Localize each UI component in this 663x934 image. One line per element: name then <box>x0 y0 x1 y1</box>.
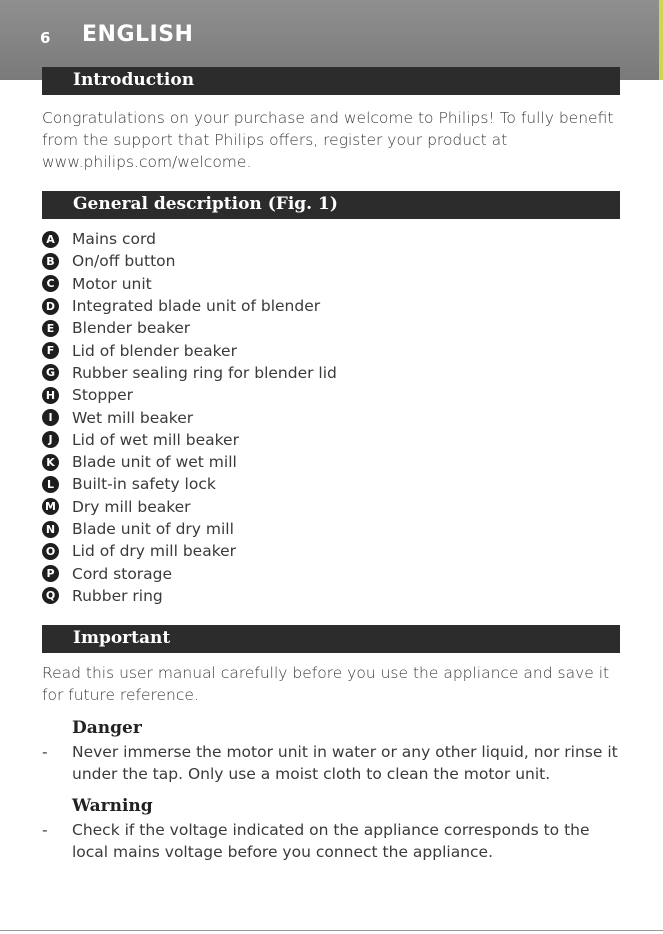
part-letter-badge: F <box>42 342 59 359</box>
part-item <box>42 317 337 339</box>
parts-list <box>42 228 337 607</box>
part-label: Dry mill beaker <box>72 497 191 516</box>
section-heading-general-description <box>42 191 620 219</box>
section-heading-label: Introduction <box>73 70 195 90</box>
part-label: Rubber ring <box>72 586 163 605</box>
language-title: ENGLISH <box>82 22 194 47</box>
part-letter-badge: B <box>42 253 59 270</box>
part-item <box>42 295 337 317</box>
part-label: Wet mill beaker <box>72 408 194 427</box>
part-label: Blade unit of wet mill <box>72 453 237 472</box>
part-letter-badge: L <box>42 476 59 493</box>
part-item <box>42 451 337 473</box>
part-item <box>42 496 337 518</box>
part-label: Lid of wet mill beaker <box>72 430 239 449</box>
part-letter-badge: H <box>42 387 59 404</box>
bullet-dash: - <box>42 821 48 839</box>
danger-bullet <box>42 741 632 785</box>
part-label: Motor unit <box>72 274 152 293</box>
warning-bullet-text: Check if the voltage indicated on the appliance corresponds to the local mains voltage before you connect the appliance. <box>72 821 590 861</box>
part-letter-badge: E <box>42 320 59 337</box>
part-letter-badge: G <box>42 364 59 381</box>
part-letter-badge: N <box>42 521 59 538</box>
part-item <box>42 518 337 540</box>
section-heading-introduction <box>42 67 620 95</box>
part-letter-badge: D <box>42 298 59 315</box>
important-text: Read this user manual carefully before you use the appliance and save it for future reference. <box>42 664 610 704</box>
part-letter-badge: P <box>42 565 59 582</box>
part-label: Stopper <box>72 386 133 405</box>
warning-heading: Warning <box>72 796 153 816</box>
part-item <box>42 339 337 361</box>
part-label: Mains cord <box>72 230 156 249</box>
part-item <box>42 562 337 584</box>
danger-heading: Danger <box>72 718 142 738</box>
page-number: 6 <box>40 29 51 47</box>
part-letter-badge: O <box>42 543 59 560</box>
part-item <box>42 585 337 607</box>
part-letter-badge: I <box>42 409 59 426</box>
accent-edge <box>659 0 663 80</box>
part-letter-badge: A <box>42 231 59 248</box>
warning-bullet <box>42 819 632 863</box>
introduction-text: Congratulations on your purchase and welcome to Philips! To fully benefit from the support that Philips offers, register your product at www.philips.com/welcome. <box>42 109 614 171</box>
bottom-rule <box>0 930 663 931</box>
part-label: Lid of dry mill beaker <box>72 542 237 561</box>
part-label: Rubber sealing ring for blender lid <box>72 363 337 382</box>
section-heading-important <box>42 625 620 653</box>
part-letter-badge: K <box>42 454 59 471</box>
part-label: Blender beaker <box>72 319 191 338</box>
danger-bullet-text: Never immerse the motor unit in water or any other liquid, nor rinse it under the tap. Only use a moist cloth to clean the motor unit. <box>72 743 618 783</box>
part-item <box>42 362 337 384</box>
part-item <box>42 429 337 451</box>
part-label: Blade unit of dry mill <box>72 520 234 538</box>
part-item <box>42 473 337 495</box>
part-item <box>42 250 337 272</box>
part-letter-badge: Q <box>42 587 59 604</box>
part-label: Integrated blade unit of blender <box>72 297 321 316</box>
part-item <box>42 540 337 562</box>
part-label: Built-in safety lock <box>72 475 216 494</box>
part-letter-badge: M <box>42 498 59 515</box>
part-label: On/off button <box>72 252 176 271</box>
section-heading-label: Important <box>73 628 171 648</box>
part-item <box>42 384 337 406</box>
part-item <box>42 228 337 250</box>
bullet-dash: - <box>42 743 48 761</box>
section-heading-label: General description (Fig. 1) <box>73 194 338 214</box>
part-letter-badge: C <box>42 275 59 292</box>
part-item <box>42 273 337 295</box>
part-label: Cord storage <box>72 564 173 583</box>
part-letter-badge: J <box>42 431 59 448</box>
part-item <box>42 406 337 428</box>
part-label: Lid of blender beaker <box>72 341 237 360</box>
